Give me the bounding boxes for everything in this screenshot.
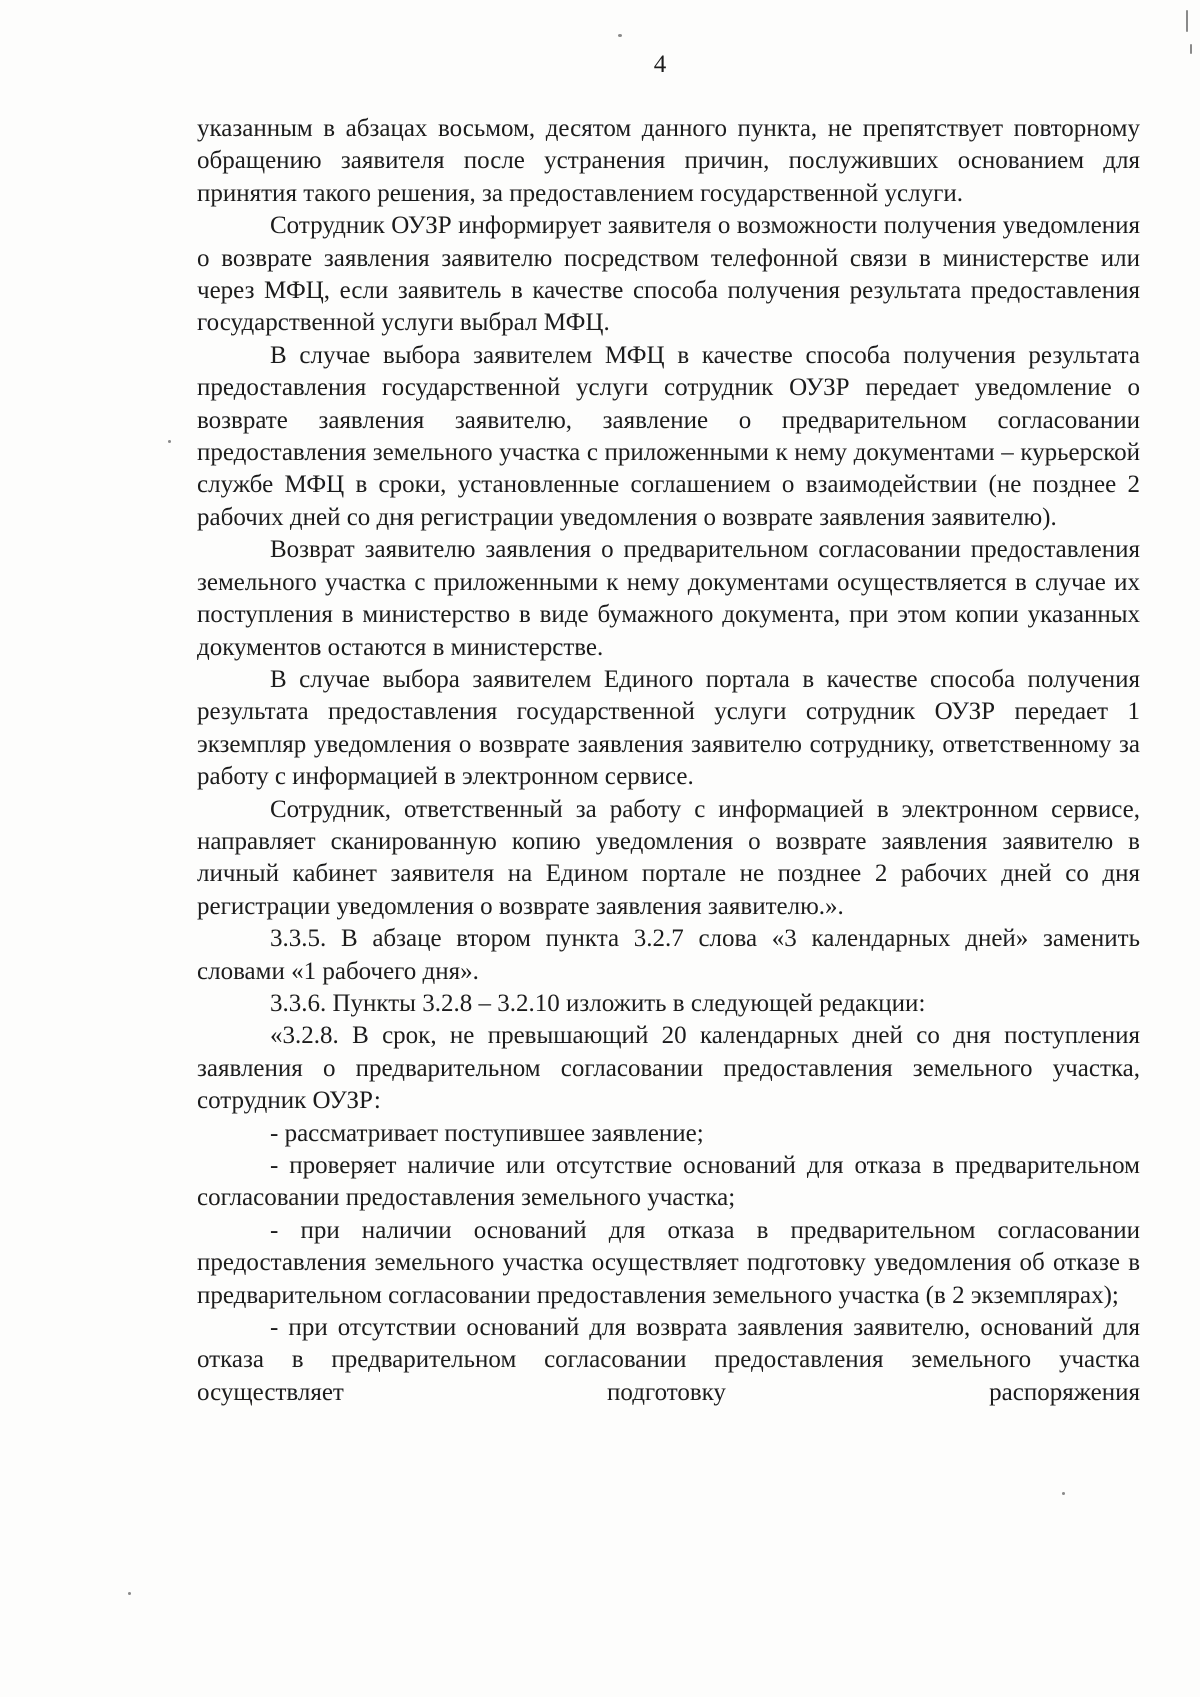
paragraph-item-3-2-8: «3.2.8. В срок, не превышающий 20 календарных дней со дня поступления заявления о предварительном согласовании предоставления земельного участка, сотрудник ОУЗР: — [197, 1022, 1140, 1115]
scan-speck — [128, 1592, 131, 1595]
scan-speck — [618, 34, 622, 37]
paragraph-item-3-3-6: 3.3.6. Пункты 3.2.8 – 3.2.10 изложить в следующей редакции: — [270, 989, 926, 1017]
list-item: - рассматривает поступившее заявление; — [270, 1119, 704, 1147]
paragraph: Сотрудник ОУЗР информирует заявителя о возможности получения уведомления о возврате заявления заявителю посредством телефонной связи в министерстве или через МФЦ, если заявитель в качестве способа получения результата предоставления государственной услуги выбрал МФЦ. — [197, 212, 1140, 337]
list-item: - проверяет наличие или отсутствие оснований для отказа в предварительном согласовании предоставления земельного участка; — [197, 1152, 1140, 1212]
list-item: - при наличии оснований для отказа в предварительном согласовании предоставления земельного участка осуществляет подготовку уведомления об отказе в предварительном согласовании предоставления земельного участка (в 2 экземплярах); — [197, 1216, 1140, 1309]
scan-speck — [1186, 10, 1188, 32]
scan-speck — [168, 440, 171, 443]
scan-speck — [1062, 1492, 1065, 1495]
list-item: - при отсутствии оснований для возврата заявления заявителю, оснований для отказа в предварительном согласовании предоставления земельного участка осуществляет подготовку распоряжения — [197, 1314, 1140, 1406]
paragraph: В случае выбора заявителем МФЦ в качестве способа получения результата предоставления государственной услуги сотрудник ОУЗР передает уведомление о возврате заявления заявителю, заявление о предварительном согласовании предоставления земельного участка с приложенными к нему документами – курьерской службе МФЦ в сроки, установленные соглашением о взаимодействии (не позднее 2 рабочих дней со дня регистрации уведомления о возврате заявления заявителю). — [197, 341, 1140, 531]
page-number: 4 — [653, 51, 667, 78]
document-body — [197, 113, 1140, 1409]
paragraph-item-3-3-5: 3.3.5. В абзаце втором пункта 3.2.7 слова «3 календарных дней» заменить словами «1 рабочего дня». — [197, 925, 1140, 985]
paragraph: Сотрудник, ответственный за работу с информацией в электронном сервисе, направляет сканированную копию уведомления о возврате заявления заявителю в личный кабинет заявителя на Едином портале не позднее 2 рабочих дней со дня регистрации уведомления о возврате заявления заявителю.». — [197, 795, 1140, 920]
paragraph: В случае выбора заявителем Единого портала в качестве способа получения результата предоставления государственной услуги сотрудник ОУЗР передает 1 экземпляр уведомления о возврате заявления заявителю сотруднику, ответственному за работу с информацией в электронном сервисе. — [197, 665, 1140, 791]
paragraph-continuation: указанным в абзацах восьмом, десятом данного пункта, не препятствует повторному обращению заявителя после устранения причин, послуживших основанием для принятия такого решения, за предоставлением государственной услуги. — [197, 115, 1140, 207]
paragraph: Возврат заявителю заявления о предварительном согласовании предоставления земельного участка с приложенными к нему документами осуществляется в случае их поступления в министерство в виде бумажного документа, при этом копии указанных документов остаются в министерстве. — [197, 536, 1140, 661]
scan-speck — [1190, 44, 1192, 54]
